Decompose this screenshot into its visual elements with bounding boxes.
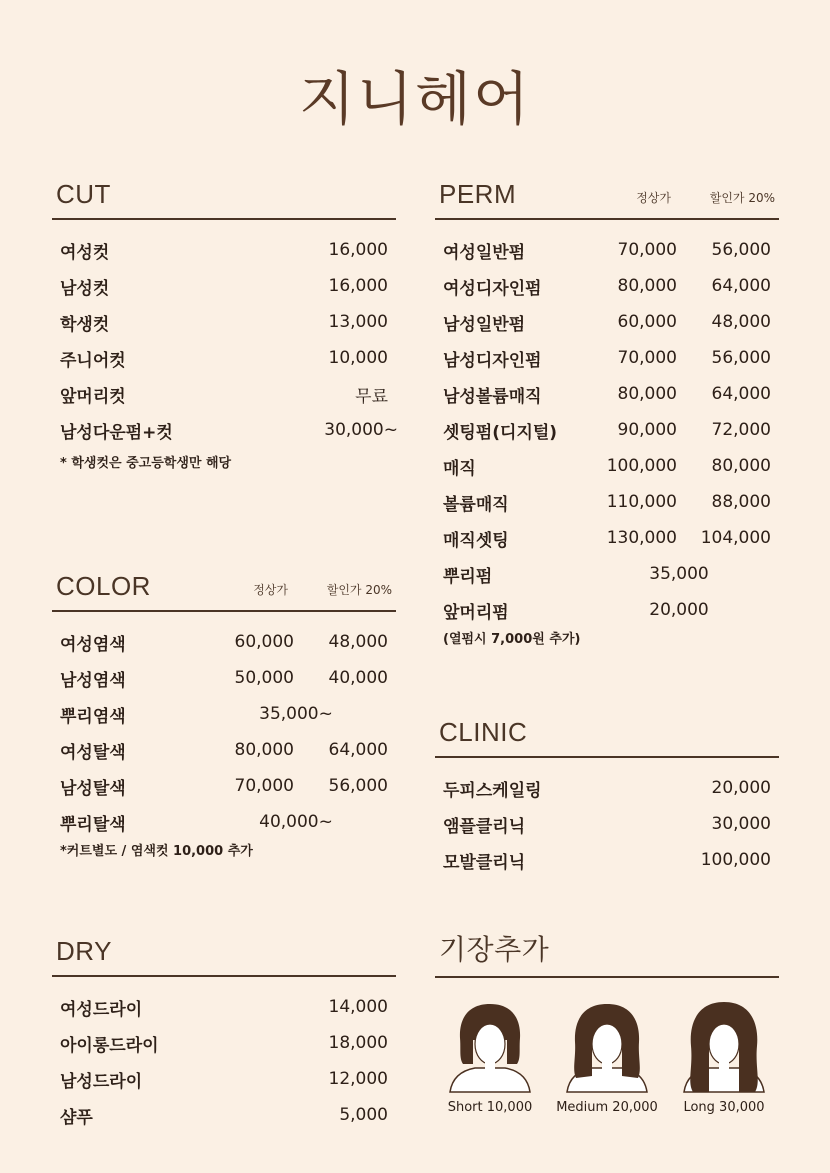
medium-hair-icon — [562, 998, 652, 1094]
cut-section — [52, 180, 396, 471]
clinic-header — [435, 718, 779, 758]
list-item: 남성볼륨매직 80,000 64,000 — [443, 384, 771, 407]
list-item: 앞머리펌 20,000 — [443, 600, 709, 623]
color-col-regular: 정상가 — [253, 583, 288, 597]
perm-col-regular: 정상가 — [636, 191, 671, 205]
list-item: 매직 100,000 80,000 — [443, 456, 771, 479]
long-hair-figure — [669, 998, 779, 1115]
list-item: 뿌리탈색 40,000~ — [60, 812, 333, 835]
long-label: Long 30,000 — [683, 1100, 765, 1115]
cut-header — [52, 180, 396, 220]
list-item: 남성염색 50,000 40,000 — [60, 668, 388, 691]
list-item: 남성컷 16,000 — [60, 276, 388, 299]
list-item: 앞머리컷 무료 — [60, 386, 388, 407]
cut-title: CUT — [56, 179, 111, 209]
length-header — [435, 928, 779, 978]
long-hair-icon — [679, 998, 769, 1094]
list-item: 남성드라이 12,000 — [60, 1069, 388, 1092]
clinic-title: CLINIC — [439, 717, 528, 747]
color-col-discount: 할인가 20% — [326, 583, 392, 597]
length-title: 기장추가 — [439, 934, 550, 965]
list-item: 뿌리염색 35,000~ — [60, 704, 333, 727]
cut-note: * 학생컷은 중고등학생만 해당 — [60, 456, 232, 471]
list-item: 아이롱드라이 18,000 — [60, 1033, 388, 1056]
clinic-section — [435, 718, 779, 878]
list-item: 남성디자인펌 70,000 56,000 — [443, 348, 771, 371]
color-header — [52, 572, 396, 612]
length-figures — [435, 978, 779, 1115]
dry-section — [52, 937, 396, 1133]
list-item: 모발클리닉 100,000 — [443, 850, 771, 873]
list-item: 여성탈색 80,000 64,000 — [60, 740, 388, 763]
list-item: 두피스케일링 20,000 — [443, 778, 771, 801]
short-hair-figure — [435, 998, 545, 1115]
list-item: 앰플클리닉 30,000 — [443, 814, 771, 837]
perm-section — [435, 180, 779, 647]
list-item: 여성일반펌 70,000 56,000 — [443, 240, 771, 263]
list-item: 주니어컷 10,000 — [60, 348, 388, 371]
length-section — [435, 928, 779, 1115]
dry-header — [52, 937, 396, 977]
short-hair-icon — [445, 998, 535, 1094]
list-item: 셋팅펌(디지털) 90,000 72,000 — [443, 420, 771, 443]
medium-hair-figure — [552, 998, 662, 1115]
list-item: 여성염색 60,000 48,000 — [60, 632, 388, 655]
list-item: 매직셋팅 130,000 104,000 — [443, 528, 771, 551]
list-item: 학생컷 13,000 — [60, 312, 388, 335]
list-item: 볼륨매직 110,000 88,000 — [443, 492, 771, 515]
list-item: 남성다운펌+컷 30,000~ — [60, 420, 398, 443]
color-title: COLOR — [56, 571, 151, 601]
perm-col-discount: 할인가 20% — [709, 191, 775, 205]
list-item: 남성일반펌 60,000 48,000 — [443, 312, 771, 335]
color-note: *커트별도 / 염색컷 10,000 추가 — [60, 844, 253, 859]
salon-title: 지니헤어 — [298, 65, 532, 133]
perm-header — [435, 180, 779, 220]
perm-note: (열펌시 7,000원 추가) — [443, 632, 581, 647]
list-item: 남성탈색 70,000 56,000 — [60, 776, 388, 799]
dry-title: DRY — [56, 936, 112, 966]
list-item: 여성드라이 14,000 — [60, 997, 388, 1020]
short-label: Short 10,000 — [447, 1100, 533, 1115]
list-item: 여성컷 16,000 — [60, 240, 388, 263]
list-item: 뿌리펌 35,000 — [443, 564, 709, 587]
medium-label: Medium 20,000 — [556, 1100, 658, 1115]
color-section — [52, 572, 396, 859]
list-item: 여성디자인펌 80,000 64,000 — [443, 276, 771, 299]
list-item: 샴푸 5,000 — [60, 1105, 388, 1128]
perm-title: PERM — [439, 179, 517, 209]
